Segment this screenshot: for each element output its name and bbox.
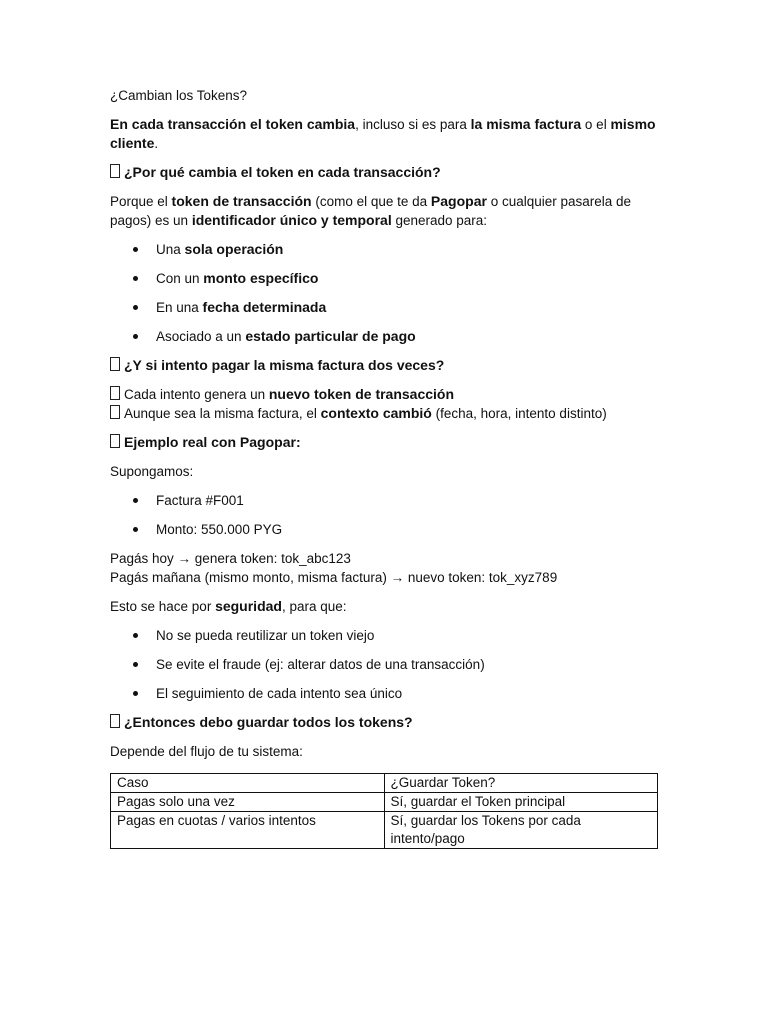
s2-line2-text-2: (fecha, hora, intento distinto): [431, 406, 607, 421]
document-content: [110, 86, 658, 849]
missing-glyph-icon: [110, 405, 120, 419]
s2-line1-text: Cada intento genera un: [124, 387, 269, 402]
example-line-2: Pagás mañana (mismo monto, misma factura) → nuevo token: tok_xyz789: [110, 570, 558, 585]
missing-glyph-icon: [110, 434, 120, 448]
list-item: [110, 298, 658, 317]
security-bold: seguridad: [215, 598, 282, 614]
table-header-row: [111, 774, 658, 793]
list-item: Monto: 550.000 PYG: [110, 520, 658, 539]
list-item: [110, 240, 658, 259]
list-item-bold: estado particular de pago: [245, 328, 416, 344]
list-item-text: Asociado a un: [156, 329, 246, 344]
s2-line2-text-1: Aunque sea la misma factura, el: [124, 406, 321, 421]
s1-bold-2: Pagopar: [430, 193, 487, 209]
section1-paragraph: [110, 192, 658, 230]
table-cell: Sí, guardar el Token principal: [384, 793, 658, 812]
section2-line-2: [110, 404, 658, 423]
intro-text-1: , incluso si es para: [355, 117, 471, 132]
table-cell: Pagas solo una vez: [111, 793, 385, 812]
list-item: [110, 327, 658, 346]
section2-heading-text: ¿Y si intento pagar la misma factura dos veces?: [124, 357, 445, 373]
s1-text-4: generado para:: [391, 213, 488, 228]
s2-line1-bold: nuevo token de transacción: [268, 386, 455, 402]
list-item-bold: sola operación: [184, 241, 284, 257]
s1-bold-1: token de transacción: [171, 193, 312, 209]
example-list: [110, 491, 658, 539]
document-title: ¿Cambian los Tokens?: [110, 88, 248, 103]
list-item-text: Con un: [156, 271, 204, 286]
intro-text-2: o el: [581, 117, 611, 132]
section4-paragraph: Depende del flujo de tu sistema:: [110, 744, 303, 759]
section4-heading-text: ¿Entonces debo guardar todos los tokens?: [124, 714, 413, 730]
list-item: Factura #F001: [110, 491, 658, 510]
list-item: [110, 269, 658, 288]
list-item-text: En una: [156, 300, 203, 315]
security-text-2: , para que:: [281, 599, 347, 614]
tokens-table: [110, 773, 658, 849]
intro-paragraph: [110, 115, 658, 153]
missing-glyph-icon: [110, 164, 120, 178]
section1-heading-text: ¿Por qué cambia el token en cada transacción?: [124, 164, 441, 180]
section3-heading: [110, 433, 658, 452]
section2-lines: [110, 385, 658, 423]
s1-text-3: o cualquier pasarela de pagos) es un: [110, 194, 632, 228]
list-item: No se pueda reutilizar un token viejo: [110, 626, 658, 645]
section3-heading-text: Ejemplo real con Pagopar:: [124, 434, 301, 450]
list-item: El seguimiento de cada intento sea único: [110, 684, 658, 703]
security-paragraph: [110, 597, 658, 616]
missing-glyph-icon: [110, 714, 120, 728]
s1-text-2: (como el que te da: [311, 194, 431, 209]
s1-text-1: Porque el: [110, 194, 172, 209]
list-item-text: Una: [156, 242, 185, 257]
missing-glyph-icon: [110, 357, 120, 371]
reasons-list: [110, 626, 658, 703]
intro-bold-2: la misma factura: [470, 116, 582, 132]
section1-heading: [110, 163, 658, 182]
table-cell: Sí, guardar los Tokens por cada intento/pago: [384, 812, 658, 849]
s1-bold-3: identificador único y temporal: [191, 212, 392, 228]
intro-text-3: .: [154, 136, 159, 151]
section1-list: [110, 240, 658, 346]
security-text-1: Esto se hace por: [110, 599, 216, 614]
section2-heading: [110, 356, 658, 375]
table-cell: Pagas en cuotas / varios intentos: [111, 812, 385, 849]
intro-bold-1: En cada transacción el token cambia: [110, 116, 356, 132]
list-item: Se evite el fraude (ej: alterar datos de una transacción): [110, 655, 658, 674]
table-row: [111, 812, 658, 849]
example-line-1: Pagás hoy → genera token: tok_abc123: [110, 551, 351, 566]
intro-bold-3: mismo cliente: [110, 116, 656, 151]
suppose-text: Supongamos:: [110, 464, 194, 479]
table-header-cell: ¿Guardar Token?: [384, 774, 658, 793]
example-lines: [110, 549, 658, 587]
section2-line-1: [110, 385, 658, 404]
list-item-bold: fecha determinada: [202, 299, 327, 315]
missing-glyph-icon: [110, 386, 120, 400]
list-item-bold: monto específico: [203, 270, 319, 286]
section4-heading: [110, 713, 658, 732]
table-header-cell: Caso: [111, 774, 385, 793]
table-row: [111, 793, 658, 812]
s2-line2-bold: contexto cambió: [320, 405, 432, 421]
